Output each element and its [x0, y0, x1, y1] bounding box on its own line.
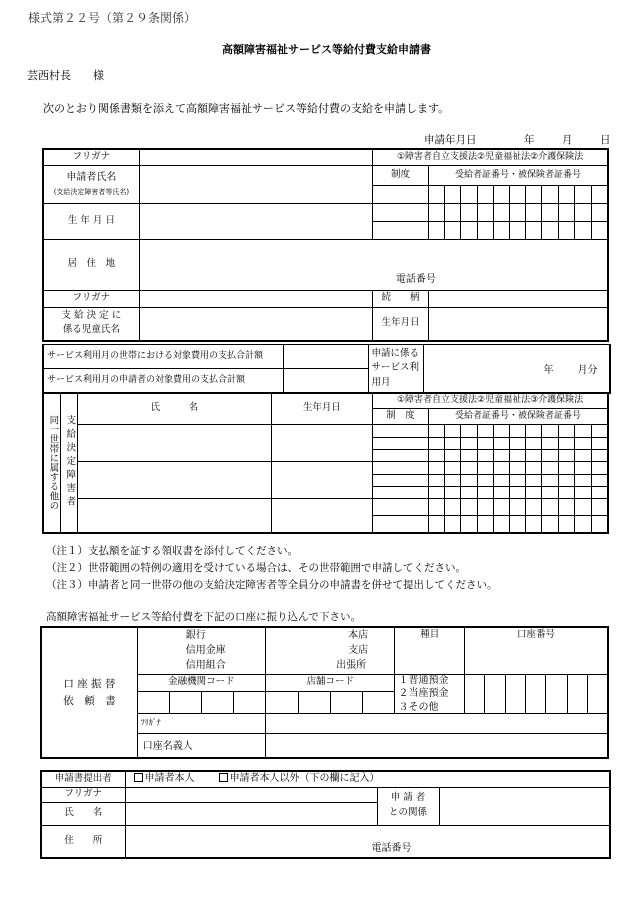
branch-code-digit[interactable]: [299, 691, 331, 713]
digit-cell[interactable]: [509, 475, 525, 487]
submitter-name-field[interactable]: [125, 802, 377, 825]
digit-cell[interactable]: [509, 450, 525, 462]
digit-cell[interactable]: [493, 516, 509, 533]
submitter-relation-label: [377, 787, 439, 825]
bank-name-field[interactable]: [137, 627, 265, 674]
system-label: 制度: [373, 165, 429, 185]
bank-code-digit[interactable]: [201, 691, 233, 713]
digit-cell[interactable]: [445, 438, 461, 450]
digit-cell[interactable]: [445, 475, 461, 487]
form-title: 高額障害福祉サービス等給付費支給申請書: [222, 43, 431, 56]
submitter-other-label: 申請者本人以外（下の欄に記入）: [229, 773, 380, 785]
digit-cell[interactable]: [477, 438, 493, 450]
digit-cell[interactable]: [542, 203, 558, 221]
digit-cell[interactable]: [428, 185, 444, 203]
digit-cell[interactable]: [445, 450, 461, 462]
digit-cell[interactable]: [558, 450, 574, 462]
submitter-furigana-field[interactable]: [125, 787, 377, 802]
account-category-header: 種目: [395, 627, 465, 674]
bank-type-3: 信用組合: [185, 660, 226, 671]
digit-cell[interactable]: [592, 487, 608, 499]
digit-cell[interactable]: [493, 425, 509, 438]
digit-cell[interactable]: [428, 462, 444, 475]
member-system-cell[interactable]: [373, 487, 429, 499]
digit-cell[interactable]: [592, 185, 608, 203]
digit-cell[interactable]: [574, 438, 591, 450]
date-month: 月: [562, 134, 573, 146]
digit-cell[interactable]: [461, 475, 477, 487]
digit-cell[interactable]: [477, 185, 493, 203]
digit-cell[interactable]: [558, 185, 574, 203]
child-name-label-1: 支 給 決 定 に: [61, 310, 122, 322]
digit-cell[interactable]: [510, 203, 526, 221]
digit-cell[interactable]: [477, 462, 493, 475]
digit-cell[interactable]: [428, 499, 444, 516]
date-year: 年: [524, 134, 535, 146]
digit-cell[interactable]: [509, 487, 525, 499]
digit-cell[interactable]: [542, 499, 558, 516]
applicant-name-subtitle: (支給決定障害者等氏名): [53, 187, 130, 196]
digit-cell[interactable]: [461, 425, 477, 438]
system-field-1[interactable]: [373, 185, 429, 203]
digit-cell[interactable]: [493, 450, 509, 462]
digit-cell[interactable]: [445, 203, 461, 221]
digit-cell[interactable]: [542, 516, 558, 533]
member-system-cell[interactable]: [373, 516, 429, 533]
digit-cell[interactable]: [592, 475, 608, 487]
digit-cell[interactable]: [574, 203, 591, 221]
digit-cell[interactable]: [526, 516, 542, 533]
household-name-header: 氏 名: [77, 393, 271, 425]
digit-cell[interactable]: [526, 487, 542, 499]
digit-cell[interactable]: [445, 462, 461, 475]
digit-cell[interactable]: [558, 499, 574, 516]
date-day: 日: [600, 134, 611, 146]
digit-cell[interactable]: [509, 462, 525, 475]
digit-cell[interactable]: [526, 462, 542, 475]
applicant-birth-label: 生 年 月 日: [43, 203, 139, 239]
member-system-cell[interactable]: [373, 425, 429, 438]
digit-cell[interactable]: [592, 499, 608, 516]
member-system-cell[interactable]: [373, 499, 429, 516]
digit-cell[interactable]: [477, 221, 493, 239]
child-name-field[interactable]: [139, 307, 372, 341]
digit-cell[interactable]: [542, 462, 558, 475]
note-3: （注３）申請者と同一世帯の他の支給決定障害者等全員分の申請書を併せて提出してください。: [46, 579, 498, 591]
submitter-table: [40, 770, 611, 859]
digit-cell[interactable]: [445, 487, 461, 499]
digit-cell[interactable]: [493, 221, 509, 239]
submitter-furigana-label: フリガナ: [41, 787, 125, 802]
digit-cell[interactable]: [558, 462, 574, 475]
digit-cell[interactable]: [592, 221, 608, 239]
digit-cell[interactable]: [445, 516, 461, 533]
digit-cell[interactable]: [542, 450, 558, 462]
system-field-3[interactable]: [373, 221, 429, 239]
child-name-label-2: 係る児童氏名: [62, 324, 120, 336]
digit-cell[interactable]: [542, 438, 558, 450]
digit-cell[interactable]: [477, 487, 493, 499]
digit-cell[interactable]: [428, 203, 444, 221]
digit-cell[interactable]: [558, 475, 574, 487]
digit-cell[interactable]: [477, 499, 493, 516]
household-total-field[interactable]: [283, 345, 368, 369]
digit-cell[interactable]: [510, 185, 526, 203]
cost-table: [42, 344, 611, 394]
service-month-month: 月分: [577, 365, 598, 376]
account-digit[interactable]: [485, 674, 505, 714]
household-side-label-left: 同一世帯に属する他の: [43, 393, 60, 533]
recipient-no-label: 受給者証番号・被保険者証番号: [428, 165, 608, 185]
submitter-name-label: 氏 名: [41, 802, 125, 825]
digit-cell[interactable]: [428, 450, 444, 462]
digit-cell[interactable]: [526, 499, 542, 516]
applicant-furigana-field[interactable]: [139, 149, 372, 165]
account-number-header: 口座番号: [465, 627, 609, 674]
digit-cell[interactable]: [509, 499, 525, 516]
digit-cell[interactable]: [445, 425, 461, 438]
digit-cell[interactable]: [526, 475, 542, 487]
bank-side-label-2: 依 頼 書: [63, 694, 116, 707]
digit-cell[interactable]: [428, 438, 444, 450]
digit-cell[interactable]: [493, 438, 509, 450]
digit-cell[interactable]: [477, 203, 493, 221]
digit-cell[interactable]: [558, 425, 574, 438]
digit-cell[interactable]: [558, 438, 574, 450]
digit-cell[interactable]: [592, 462, 608, 475]
digit-cell[interactable]: [477, 516, 493, 533]
member-2-birth[interactable]: [271, 462, 372, 499]
digit-cell[interactable]: [461, 203, 477, 221]
digit-cell[interactable]: [574, 425, 591, 438]
submitter-self-checkbox[interactable]: [134, 773, 143, 782]
digit-cell[interactable]: [558, 203, 574, 221]
address-phone-label: 電話番号: [395, 274, 436, 285]
household-recipient-header: 受給者証番号・被保険者証番号: [428, 409, 608, 425]
child-relation-label: 続 柄: [373, 290, 429, 307]
submitter-label: 申請書提出者: [41, 771, 125, 787]
digit-cell[interactable]: [509, 438, 525, 450]
branch-name-field[interactable]: [266, 627, 395, 674]
applicant-name-title: 申請者氏名: [66, 172, 117, 184]
digit-cell[interactable]: [428, 425, 444, 438]
digit-cell[interactable]: [526, 450, 542, 462]
applicant-name-field[interactable]: [139, 165, 372, 203]
digit-cell[interactable]: [558, 516, 574, 533]
bank-type-2: 信用金庫: [185, 645, 226, 656]
address-label: 居 住 地: [43, 239, 139, 290]
bank-table: [40, 626, 609, 759]
digit-cell[interactable]: [509, 425, 525, 438]
member-system-cell[interactable]: [373, 462, 429, 475]
digit-cell[interactable]: [574, 499, 591, 516]
digit-cell[interactable]: [526, 425, 542, 438]
digit-cell[interactable]: [592, 438, 608, 450]
household-table: [42, 392, 609, 534]
account-digit[interactable]: [525, 674, 545, 714]
applicant-birth-field[interactable]: [139, 203, 372, 239]
branch-code-digit[interactable]: [363, 691, 395, 713]
intro-text: 次のとおり関係書類を添えて高額障害福祉サービス等給付費の支給を申請します。: [43, 102, 450, 115]
digit-cell[interactable]: [574, 450, 591, 462]
digit-cell[interactable]: [592, 203, 608, 221]
digit-cell[interactable]: [542, 221, 558, 239]
child-name-label: [43, 307, 139, 341]
submitter-options: [125, 771, 610, 787]
digit-cell[interactable]: [461, 185, 477, 203]
child-relation-field[interactable]: [428, 290, 608, 307]
digit-cell[interactable]: [493, 475, 509, 487]
note-1: （注１）支払額を証する領収書を添付してください。: [46, 545, 298, 557]
digit-cell[interactable]: [445, 221, 461, 239]
household-side-label-right: 支給決定障害者: [60, 393, 77, 533]
applicant-table: [42, 148, 609, 342]
system-field-2[interactable]: [373, 203, 429, 221]
digit-cell[interactable]: [493, 487, 509, 499]
account-digit[interactable]: [465, 674, 485, 714]
digit-cell[interactable]: [574, 185, 591, 203]
applicant-total-field[interactable]: [283, 369, 368, 393]
submitter-phone-label: 電話番号: [371, 842, 412, 854]
account-holder-label: [137, 714, 265, 758]
account-digit[interactable]: [587, 674, 608, 714]
digit-cell[interactable]: [526, 438, 542, 450]
digit-cell[interactable]: [461, 450, 477, 462]
date-label: 申請年月日: [424, 134, 477, 146]
category-option-2: ２当座預金: [398, 688, 449, 699]
digit-cell[interactable]: [574, 516, 591, 533]
digit-cell[interactable]: [445, 185, 461, 203]
account-holder-field[interactable]: [266, 714, 608, 758]
digit-cell[interactable]: [542, 487, 558, 499]
submitter-relation-2: との関係: [388, 807, 427, 818]
digit-cell[interactable]: [445, 499, 461, 516]
digit-cell[interactable]: [461, 487, 477, 499]
digit-cell[interactable]: [592, 516, 608, 533]
member-2-name[interactable]: [77, 462, 271, 499]
account-digit[interactable]: [505, 674, 525, 714]
bank-intro: 高額障害福祉サービス等給付費を下記の口座に振り込んで下さい。: [46, 611, 361, 623]
applicant-total-label: サービス利用月の申請者の対象費用の支払合計額: [43, 369, 283, 393]
digit-cell[interactable]: [526, 221, 542, 239]
account-holder-furigana: ﾌﾘｶﾞﾅ: [140, 718, 161, 727]
digit-cell[interactable]: [542, 185, 558, 203]
digit-cell[interactable]: [592, 450, 608, 462]
account-holder-title: 口座名義人: [142, 741, 193, 752]
account-digit[interactable]: [567, 674, 587, 714]
category-option-3: ３その他: [398, 701, 439, 713]
digit-cell[interactable]: [461, 462, 477, 475]
child-birth-field[interactable]: [428, 307, 608, 341]
submitter-self-label: 申請者本人: [144, 773, 195, 785]
bank-side-label-1: 口 座 振 替: [63, 677, 116, 690]
note-2: （注２）世帯範囲の特例の適用を受けている場合は、その世帯範囲で申請してください。: [46, 562, 466, 574]
household-system-header: 制 度: [373, 409, 429, 425]
bank-code-digit[interactable]: [234, 691, 266, 713]
digit-cell[interactable]: [542, 475, 558, 487]
household-law-header: ①障害者自立支援法②児童福祉法③介護保険法: [373, 393, 608, 409]
service-month-label: 申請に係るサービス利用月: [368, 345, 423, 393]
digit-cell[interactable]: [461, 499, 477, 516]
applicant-furigana-label: フリガナ: [43, 149, 139, 165]
household-birth-header: 生年月日: [271, 393, 372, 425]
branch-code-digit[interactable]: [331, 691, 363, 713]
submitter-other-checkbox[interactable]: [219, 773, 228, 782]
applicant-law-header: ①障害者自立支援法②児童福祉法②介護保険法: [373, 149, 608, 165]
branch-code-digit[interactable]: [266, 691, 299, 713]
member-3-name[interactable]: [77, 499, 271, 533]
member-system-cell[interactable]: [373, 438, 429, 450]
bank-code-digit[interactable]: [137, 691, 169, 713]
digit-cell[interactable]: [574, 462, 591, 475]
addressee: 芸西村長 様: [27, 69, 104, 82]
submitter-relation-1: 申 請 者: [390, 792, 426, 804]
branch-type-2: 支店: [348, 645, 369, 656]
member-system-cell[interactable]: [373, 450, 429, 462]
submitter-address-field[interactable]: [125, 825, 610, 858]
digit-cell[interactable]: [509, 516, 525, 533]
digit-cell[interactable]: [428, 487, 444, 499]
digit-cell[interactable]: [542, 425, 558, 438]
applicant-name-label: [43, 165, 139, 203]
form-number: 様式第２２号（第２９条関係）: [28, 11, 197, 25]
digit-cell[interactable]: [428, 221, 444, 239]
branch-code-label: 店舗コード: [266, 674, 395, 691]
submitter-relation-field[interactable]: [439, 787, 610, 825]
member-3-birth[interactable]: [271, 499, 372, 533]
child-birth-label: 生年月日: [373, 307, 429, 341]
bank-code-label: 金融機関コード: [137, 674, 265, 691]
submitter-address-label: 住 所: [41, 825, 125, 858]
digit-cell[interactable]: [574, 221, 591, 239]
service-month-field[interactable]: [423, 345, 610, 393]
digit-cell[interactable]: [428, 516, 444, 533]
digit-cell[interactable]: [592, 425, 608, 438]
branch-type-3: 出張所: [336, 660, 367, 671]
category-option-1: １普通預金: [398, 674, 449, 686]
digit-cell[interactable]: [493, 203, 509, 221]
digit-cell[interactable]: [477, 475, 493, 487]
bank-side-label: [41, 627, 137, 758]
member-system-cell[interactable]: [373, 475, 429, 487]
digit-cell[interactable]: [558, 487, 574, 499]
digit-cell[interactable]: [461, 438, 477, 450]
child-furigana-field[interactable]: [139, 290, 372, 307]
digit-cell[interactable]: [461, 516, 477, 533]
service-month-year: 年: [543, 365, 554, 376]
digit-cell[interactable]: [526, 185, 542, 203]
digit-cell[interactable]: [461, 221, 477, 239]
digit-cell[interactable]: [574, 487, 591, 499]
digit-cell[interactable]: [477, 450, 493, 462]
bank-code-digit[interactable]: [169, 691, 201, 713]
account-category-options[interactable]: [395, 674, 465, 714]
branch-type-1: 本店: [348, 630, 369, 641]
digit-cell[interactable]: [526, 203, 542, 221]
household-total-label: サービス利用月の世帯における対象費用の支払合計額: [43, 345, 283, 369]
child-furigana-label: フリガナ: [43, 290, 139, 307]
digit-cell[interactable]: [493, 499, 509, 516]
account-digit[interactable]: [546, 674, 567, 714]
digit-cell[interactable]: [510, 221, 526, 239]
digit-cell[interactable]: [574, 475, 591, 487]
digit-cell[interactable]: [558, 221, 574, 239]
bank-type-1: 銀行: [185, 630, 206, 641]
member-1-name[interactable]: [77, 425, 271, 462]
digit-cell[interactable]: [477, 425, 493, 438]
member-1-birth[interactable]: [271, 425, 372, 462]
digit-cell[interactable]: [493, 185, 509, 203]
digit-cell[interactable]: [493, 462, 509, 475]
address-field[interactable]: [139, 239, 608, 290]
digit-cell[interactable]: [428, 475, 444, 487]
